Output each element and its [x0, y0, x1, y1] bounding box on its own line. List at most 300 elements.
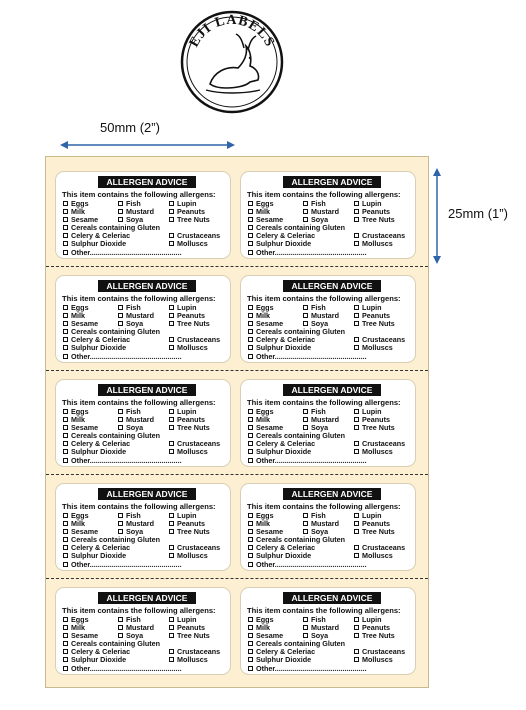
checkbox-icon — [63, 209, 68, 214]
allergen-other[interactable] — [63, 561, 182, 569]
checkbox-icon — [63, 649, 68, 654]
checkbox-icon — [63, 354, 68, 359]
checkbox-icon — [248, 562, 253, 567]
allergen-text: Fish — [311, 199, 326, 208]
allergen-tree-nuts[interactable] — [169, 632, 210, 640]
allergen-text: Tree Nuts — [177, 527, 210, 537]
allergen-grid — [248, 200, 414, 257]
checkbox-icon — [169, 233, 174, 238]
checkbox-icon — [169, 513, 174, 518]
checkbox-icon — [248, 617, 253, 622]
allergen-text: Celery & Celeriac — [71, 231, 131, 241]
checkbox-icon — [63, 233, 68, 238]
allergen-text: Eggs — [71, 303, 89, 312]
checkbox-icon — [248, 433, 253, 438]
allergen-text: Celery & Celeriac — [256, 647, 316, 657]
allergen-grid — [63, 200, 229, 257]
checkbox-icon — [118, 425, 123, 430]
checkbox-icon — [63, 633, 68, 638]
checkbox-icon — [303, 217, 308, 222]
checkbox-icon — [63, 329, 68, 334]
checkbox-icon — [248, 657, 253, 662]
allergen-other[interactable] — [248, 665, 367, 673]
allergen-grid — [63, 616, 229, 673]
checkbox-icon — [63, 513, 68, 518]
allergen-tree-nuts[interactable] — [354, 424, 395, 432]
allergen-other[interactable] — [63, 353, 182, 361]
allergen-text: Cereals containing Gluten — [71, 223, 161, 233]
checkbox-icon — [63, 305, 68, 310]
checkbox-icon — [63, 529, 68, 534]
checkbox-icon — [354, 217, 359, 222]
checkbox-icon — [303, 201, 308, 206]
allergen-label — [240, 379, 416, 467]
checkbox-icon — [303, 209, 308, 214]
label-intro: This item contains the following allergens: — [62, 606, 216, 615]
checkbox-icon — [169, 337, 174, 342]
allergen-text: Other.............................................. — [71, 247, 182, 257]
checkbox-icon — [354, 201, 359, 206]
allergen-text: Fish — [126, 407, 141, 416]
allergen-label — [55, 275, 231, 363]
allergen-text: Crustaceans — [362, 231, 406, 241]
checkbox-icon — [354, 441, 359, 446]
allergen-text: Milk — [256, 623, 270, 633]
allergen-text: Cereals containing Gluten — [71, 535, 161, 545]
checkbox-icon — [63, 225, 68, 230]
allergen-grid — [248, 616, 414, 673]
width-dimension-arrow — [60, 138, 235, 152]
allergen-text: Molluscs — [177, 447, 208, 457]
allergen-text: Sulphur Dioxide — [256, 551, 312, 561]
allergen-text: Fish — [126, 511, 141, 520]
checkbox-icon — [118, 625, 123, 630]
allergen-grid — [248, 304, 414, 361]
checkbox-icon — [303, 321, 308, 326]
allergen-text: Cereals containing Gluten — [71, 431, 161, 441]
checkbox-icon — [354, 529, 359, 534]
label-intro: This item contains the following allergens: — [247, 398, 401, 407]
checkbox-icon — [248, 425, 253, 430]
allergen-text: Lupin — [362, 199, 382, 208]
checkbox-icon — [63, 241, 68, 246]
checkbox-icon — [248, 217, 253, 222]
allergen-tree-nuts[interactable] — [354, 632, 395, 640]
allergen-label — [55, 483, 231, 571]
checkbox-icon — [354, 337, 359, 342]
allergen-text: Cereals containing Gluten — [71, 639, 161, 649]
allergen-text: Mustard — [311, 519, 339, 529]
allergen-text: Other.............................................. — [256, 247, 367, 257]
allergen-label — [240, 483, 416, 571]
allergen-other[interactable] — [248, 353, 367, 361]
allergen-text: Peanuts — [177, 311, 205, 321]
checkbox-icon — [248, 241, 253, 246]
allergen-text: Cereals containing Gluten — [256, 639, 346, 649]
allergen-text: Eggs — [71, 511, 89, 520]
cut-line — [46, 474, 428, 475]
checkbox-icon — [169, 417, 174, 422]
allergen-text: Sulphur Dioxide — [256, 343, 312, 353]
checkbox-icon — [248, 329, 253, 334]
allergen-tree-nuts[interactable] — [354, 528, 395, 536]
checkbox-icon — [169, 313, 174, 318]
allergen-text: Sesame — [256, 319, 284, 329]
allergen-text: Eggs — [256, 303, 274, 312]
allergen-text: Crustaceans — [362, 543, 406, 553]
allergen-text: Mustard — [311, 311, 339, 321]
allergen-text: Crustaceans — [177, 439, 221, 449]
checkbox-icon — [118, 305, 123, 310]
checkbox-icon — [354, 345, 359, 350]
checkbox-icon — [118, 617, 123, 622]
allergen-text: Peanuts — [362, 207, 390, 217]
checkbox-icon — [248, 233, 253, 238]
checkbox-icon — [169, 409, 174, 414]
allergen-text: Celery & Celeriac — [71, 335, 131, 345]
allergen-text: Sulphur Dioxide — [256, 239, 312, 249]
checkbox-icon — [354, 321, 359, 326]
checkbox-icon — [63, 458, 68, 463]
allergen-text: Mustard — [126, 311, 154, 321]
allergen-text: Milk — [71, 519, 85, 529]
allergen-grid — [63, 304, 229, 361]
allergen-text: Cereals containing Gluten — [256, 327, 346, 337]
label-title: ALLERGEN ADVICE — [283, 592, 381, 604]
checkbox-icon — [354, 449, 359, 454]
checkbox-icon — [63, 449, 68, 454]
allergen-text: Cereals containing Gluten — [256, 431, 346, 441]
allergen-text: Eggs — [256, 199, 274, 208]
allergen-text: Lupin — [362, 407, 382, 416]
allergen-text: Crustaceans — [362, 335, 406, 345]
allergen-text: Lupin — [177, 407, 197, 416]
checkbox-icon — [248, 354, 253, 359]
allergen-text: Mustard — [126, 415, 154, 425]
cut-line — [46, 266, 428, 267]
checkbox-icon — [169, 441, 174, 446]
allergen-text: Soya — [126, 215, 144, 225]
allergen-tree-nuts[interactable] — [169, 424, 210, 432]
allergen-text: Celery & Celeriac — [256, 543, 316, 553]
allergen-text: Molluscs — [177, 343, 208, 353]
allergen-text: Eggs — [256, 511, 274, 520]
checkbox-icon — [354, 521, 359, 526]
checkbox-icon — [354, 513, 359, 518]
allergen-text: Sesame — [256, 631, 284, 641]
checkbox-icon — [118, 321, 123, 326]
checkbox-icon — [169, 209, 174, 214]
allergen-text: Molluscs — [362, 655, 393, 665]
allergen-text: Cereals containing Gluten — [256, 223, 346, 233]
allergen-text: Other.............................................. — [256, 559, 367, 569]
checkbox-icon — [118, 633, 123, 638]
allergen-text: Other.............................................. — [71, 455, 182, 465]
allergen-label — [240, 171, 416, 259]
checkbox-icon — [303, 513, 308, 518]
checkbox-icon — [63, 313, 68, 318]
checkbox-icon — [248, 321, 253, 326]
checkbox-icon — [63, 321, 68, 326]
allergen-tree-nuts[interactable] — [169, 320, 210, 328]
checkbox-icon — [248, 529, 253, 534]
checkbox-icon — [354, 241, 359, 246]
allergen-text: Sesame — [71, 423, 99, 433]
allergen-label — [55, 379, 231, 467]
allergen-other[interactable] — [63, 457, 182, 465]
checkbox-icon — [248, 225, 253, 230]
allergen-tree-nuts[interactable] — [354, 320, 395, 328]
allergen-text: Lupin — [362, 303, 382, 312]
allergen-grid — [248, 408, 414, 465]
checkbox-icon — [169, 449, 174, 454]
checkbox-icon — [63, 217, 68, 222]
allergen-text: Milk — [256, 207, 270, 217]
allergen-text: Peanuts — [362, 311, 390, 321]
checkbox-icon — [63, 641, 68, 646]
allergen-tree-nuts[interactable] — [354, 216, 395, 224]
checkbox-icon — [118, 521, 123, 526]
allergen-text: Soya — [126, 527, 144, 537]
allergen-text: Crustaceans — [177, 543, 221, 553]
checkbox-icon — [169, 217, 174, 222]
allergen-text: Sulphur Dioxide — [256, 447, 312, 457]
allergen-text: Milk — [71, 207, 85, 217]
allergen-text: Peanuts — [177, 519, 205, 529]
allergen-text: Lupin — [362, 615, 382, 624]
allergen-text: Cereals containing Gluten — [256, 535, 346, 545]
checkbox-icon — [118, 201, 123, 206]
allergen-text: Soya — [311, 631, 329, 641]
allergen-text: Peanuts — [362, 519, 390, 529]
allergen-other[interactable] — [248, 561, 367, 569]
checkbox-icon — [63, 657, 68, 662]
checkbox-icon — [169, 345, 174, 350]
checkbox-icon — [354, 409, 359, 414]
checkbox-icon — [248, 633, 253, 638]
allergen-text: Fish — [126, 615, 141, 624]
allergen-text: Soya — [311, 527, 329, 537]
checkbox-icon — [169, 321, 174, 326]
label-intro: This item contains the following allergens: — [62, 502, 216, 511]
checkbox-icon — [248, 345, 253, 350]
allergen-text: Crustaceans — [362, 647, 406, 657]
allergen-text: Crustaceans — [177, 335, 221, 345]
allergen-text: Other.............................................. — [256, 663, 367, 673]
checkbox-icon — [63, 521, 68, 526]
allergen-text: Sesame — [256, 527, 284, 537]
checkbox-icon — [248, 553, 253, 558]
label-intro: This item contains the following allergens: — [62, 398, 216, 407]
cut-line — [46, 370, 428, 371]
label-sheet — [45, 156, 429, 688]
allergen-text: Eggs — [256, 407, 274, 416]
checkbox-icon — [63, 553, 68, 558]
checkbox-icon — [248, 666, 253, 671]
checkbox-icon — [63, 562, 68, 567]
allergen-other[interactable] — [63, 665, 182, 673]
allergen-label — [55, 171, 231, 259]
checkbox-icon — [303, 617, 308, 622]
checkbox-icon — [169, 545, 174, 550]
label-intro: This item contains the following allergens: — [247, 190, 401, 199]
allergen-text: Celery & Celeriac — [71, 439, 131, 449]
checkbox-icon — [248, 441, 253, 446]
allergen-text: Eggs — [71, 615, 89, 624]
allergen-text: Tree Nuts — [362, 319, 395, 329]
allergen-text: Molluscs — [362, 343, 393, 353]
allergen-text: Sulphur Dioxide — [71, 239, 127, 249]
allergen-text: Milk — [71, 623, 85, 633]
allergen-label — [55, 587, 231, 675]
checkbox-icon — [303, 633, 308, 638]
allergen-text: Mustard — [126, 207, 154, 217]
checkbox-icon — [118, 313, 123, 318]
allergen-text: Mustard — [126, 623, 154, 633]
allergen-text: Molluscs — [177, 655, 208, 665]
checkbox-icon — [63, 409, 68, 414]
allergen-text: Sesame — [71, 215, 99, 225]
checkbox-icon — [63, 441, 68, 446]
allergen-text: Fish — [126, 303, 141, 312]
checkbox-icon — [169, 305, 174, 310]
allergen-text: Sulphur Dioxide — [71, 551, 127, 561]
allergen-text: Celery & Celeriac — [256, 231, 316, 241]
label-intro: This item contains the following allergens: — [247, 606, 401, 615]
checkbox-icon — [63, 537, 68, 542]
checkbox-icon — [303, 521, 308, 526]
checkbox-icon — [169, 241, 174, 246]
checkbox-icon — [118, 217, 123, 222]
allergen-text: Soya — [311, 215, 329, 225]
svg-text:EJI LABELS: EJI LABELS — [186, 12, 278, 50]
checkbox-icon — [354, 625, 359, 630]
checkbox-icon — [248, 449, 253, 454]
checkbox-icon — [354, 633, 359, 638]
checkbox-icon — [118, 417, 123, 422]
checkbox-icon — [63, 337, 68, 342]
checkbox-icon — [169, 633, 174, 638]
allergen-text: Fish — [311, 615, 326, 624]
allergen-text: Molluscs — [362, 447, 393, 457]
allergen-text: Peanuts — [362, 623, 390, 633]
checkbox-icon — [169, 553, 174, 558]
checkbox-icon — [63, 417, 68, 422]
allergen-text: Mustard — [311, 207, 339, 217]
checkbox-icon — [248, 537, 253, 542]
cut-line — [46, 578, 428, 579]
checkbox-icon — [63, 545, 68, 550]
checkbox-icon — [248, 641, 253, 646]
allergen-text: Molluscs — [362, 239, 393, 249]
height-dimension-label: 25mm (1”) — [448, 206, 508, 221]
checkbox-icon — [303, 625, 308, 630]
checkbox-icon — [303, 409, 308, 414]
checkbox-icon — [354, 617, 359, 622]
allergen-text: Sesame — [71, 631, 99, 641]
allergen-text: Fish — [126, 199, 141, 208]
label-title: ALLERGEN ADVICE — [283, 384, 381, 396]
checkbox-icon — [248, 337, 253, 342]
checkbox-icon — [354, 545, 359, 550]
height-dimension-arrow — [430, 168, 444, 264]
label-intro: This item contains the following allergens: — [62, 294, 216, 303]
checkbox-icon — [118, 513, 123, 518]
checkbox-icon — [248, 409, 253, 414]
checkbox-icon — [248, 305, 253, 310]
allergen-text: Crustaceans — [177, 231, 221, 241]
label-intro: This item contains the following allergens: — [247, 294, 401, 303]
allergen-text: Crustaceans — [177, 647, 221, 657]
allergen-tree-nuts[interactable] — [169, 216, 210, 224]
allergen-text: Sesame — [71, 527, 99, 537]
allergen-text: Molluscs — [362, 551, 393, 561]
checkbox-icon — [63, 425, 68, 430]
checkbox-icon — [248, 209, 253, 214]
allergen-text: Milk — [256, 519, 270, 529]
allergen-text: Soya — [126, 631, 144, 641]
allergen-text: Peanuts — [177, 415, 205, 425]
checkbox-icon — [169, 657, 174, 662]
allergen-text: Tree Nuts — [362, 215, 395, 225]
allergen-text: Peanuts — [362, 415, 390, 425]
checkbox-icon — [248, 545, 253, 550]
allergen-text: Milk — [71, 415, 85, 425]
label-intro: This item contains the following allergens: — [62, 190, 216, 199]
allergen-grid — [63, 408, 229, 465]
allergen-text: Lupin — [177, 303, 197, 312]
allergen-text: Milk — [256, 415, 270, 425]
allergen-text: Sulphur Dioxide — [256, 655, 312, 665]
checkbox-icon — [248, 513, 253, 518]
allergen-text: Celery & Celeriac — [71, 543, 131, 553]
checkbox-icon — [248, 313, 253, 318]
allergen-text: Other.............................................. — [256, 455, 367, 465]
allergen-text: Other.............................................. — [71, 351, 182, 361]
checkbox-icon — [354, 553, 359, 558]
allergen-tree-nuts[interactable] — [169, 528, 210, 536]
allergen-other[interactable] — [248, 457, 367, 465]
allergen-text: Tree Nuts — [177, 423, 210, 433]
checkbox-icon — [63, 201, 68, 206]
allergen-text: Tree Nuts — [362, 423, 395, 433]
allergen-text: Eggs — [71, 199, 89, 208]
label-title: ALLERGEN ADVICE — [283, 176, 381, 188]
allergen-text: Peanuts — [177, 623, 205, 633]
allergen-other[interactable] — [63, 249, 182, 257]
allergen-text: Eggs — [71, 407, 89, 416]
allergen-grid — [248, 512, 414, 569]
allergen-other[interactable] — [248, 249, 367, 257]
checkbox-icon — [169, 617, 174, 622]
allergen-text: Eggs — [256, 615, 274, 624]
checkbox-icon — [303, 305, 308, 310]
checkbox-icon — [248, 250, 253, 255]
allergen-text: Lupin — [177, 199, 197, 208]
checkbox-icon — [248, 521, 253, 526]
checkbox-icon — [248, 458, 253, 463]
checkbox-icon — [169, 201, 174, 206]
allergen-text: Celery & Celeriac — [71, 647, 131, 657]
allergen-text: Fish — [311, 303, 326, 312]
checkbox-icon — [354, 417, 359, 422]
allergen-text: Milk — [71, 311, 85, 321]
allergen-text: Mustard — [311, 415, 339, 425]
checkbox-icon — [63, 625, 68, 630]
allergen-text: Sesame — [256, 215, 284, 225]
allergen-text: Fish — [311, 511, 326, 520]
allergen-text: Lupin — [177, 511, 197, 520]
